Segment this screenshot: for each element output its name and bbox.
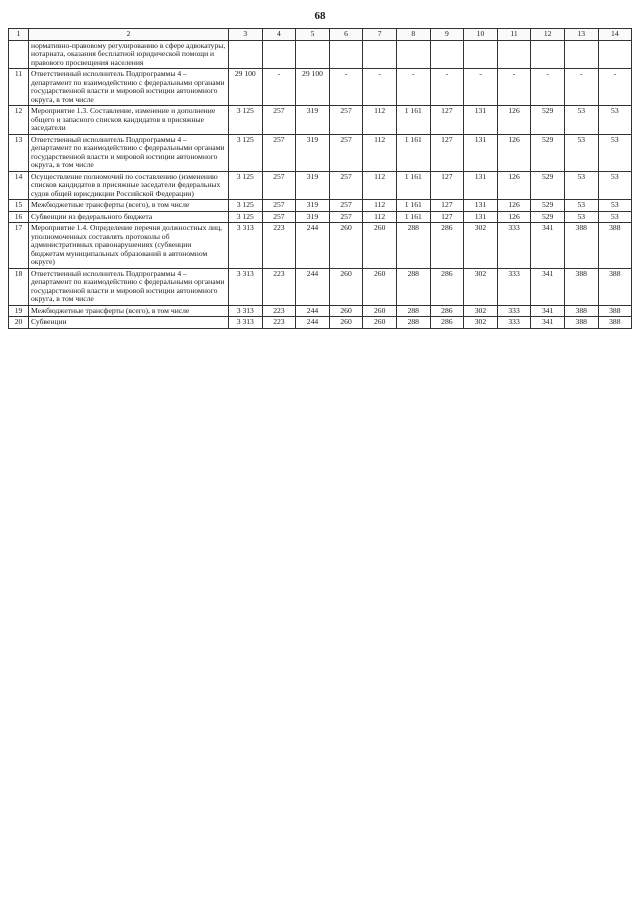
row-name: Ответственный исполнитель Подпрограммы 4 – департамент по взаимодействию с федеральными органами государственной власти и мировой юстиции автономного округа, в том числе	[29, 268, 229, 305]
row-value-col-11: 126	[497, 106, 531, 135]
row-value-col-9: 127	[430, 200, 464, 212]
row-value-col-7: 112	[363, 171, 397, 200]
column-header-6: 6	[329, 29, 363, 41]
row-value-col-13: 53	[564, 171, 598, 200]
row-value-col-14: 53	[598, 200, 632, 212]
row-value-col-13: 53	[564, 134, 598, 171]
row-name: Мероприятие 1.4. Определение перечня должностных лиц, уполномоченных составлять протоколы об административных правонарушениях (субвенции бюджетам муниципальных образований в автономном округе)	[29, 223, 229, 269]
row-value-col-10: 131	[464, 200, 498, 212]
row-value-col-11: 126	[497, 211, 531, 223]
table-body	[9, 40, 632, 328]
row-value-col-14: -	[598, 69, 632, 106]
row-value-col-5: 319	[296, 134, 330, 171]
column-header-9: 9	[430, 29, 464, 41]
column-header-1: 1	[9, 29, 29, 41]
row-value-col-3: 3 313	[229, 223, 263, 269]
column-header-11: 11	[497, 29, 531, 41]
row-number: 18	[9, 268, 29, 305]
row-value-col-7: 112	[363, 106, 397, 135]
column-header-2: 2	[29, 29, 229, 41]
column-header-3: 3	[229, 29, 263, 41]
table-row	[9, 134, 632, 171]
row-value-col-3: 3 125	[229, 171, 263, 200]
row-value-col-5: 319	[296, 171, 330, 200]
row-value-col-10	[464, 40, 498, 69]
row-value-col-12: 529	[531, 106, 565, 135]
row-value-col-11: 126	[497, 200, 531, 212]
table-header	[9, 29, 632, 41]
row-value-col-3: 3 125	[229, 211, 263, 223]
row-value-col-7: 260	[363, 223, 397, 269]
table-row	[9, 40, 632, 69]
row-value-col-7: 112	[363, 200, 397, 212]
row-name: Межбюджетные трансферты (всего), в том числе	[29, 305, 229, 317]
row-number: 19	[9, 305, 29, 317]
row-value-col-6: 260	[329, 305, 363, 317]
row-value-col-12: 341	[531, 223, 565, 269]
row-value-col-6	[329, 40, 363, 69]
row-value-col-5: 319	[296, 200, 330, 212]
row-value-col-7: -	[363, 69, 397, 106]
row-value-col-9: 127	[430, 134, 464, 171]
row-value-col-11: 126	[497, 134, 531, 171]
row-value-col-14: 388	[598, 268, 632, 305]
row-number: 14	[9, 171, 29, 200]
table-row	[9, 305, 632, 317]
table-row	[9, 171, 632, 200]
row-value-col-6: 260	[329, 268, 363, 305]
row-value-col-6: 257	[329, 106, 363, 135]
row-value-col-5: 319	[296, 106, 330, 135]
row-value-col-8: 288	[396, 268, 430, 305]
row-name: нормативно-правовому регулированию в сфере адвокатуры, нотариата, оказания бесплатной юридической помощи и правового просвещения населения	[29, 40, 229, 69]
row-value-col-5: 244	[296, 317, 330, 329]
row-value-col-8: 1 161	[396, 134, 430, 171]
row-value-col-6: 257	[329, 134, 363, 171]
row-value-col-11: 333	[497, 317, 531, 329]
row-value-col-9: 286	[430, 305, 464, 317]
row-number: 11	[9, 69, 29, 106]
row-value-col-3: 3 125	[229, 106, 263, 135]
row-number: 20	[9, 317, 29, 329]
row-name: Осуществление полномочий по составлению (изменению списков кандидатов в присяжные заседатели федеральных судов общей юрисдикции Российской Федерации)	[29, 171, 229, 200]
row-value-col-3: 3 313	[229, 268, 263, 305]
column-header-14: 14	[598, 29, 632, 41]
row-value-col-9: 127	[430, 171, 464, 200]
row-value-col-7: 112	[363, 211, 397, 223]
row-value-col-3: 3 125	[229, 200, 263, 212]
row-value-col-3: 3 313	[229, 305, 263, 317]
row-value-col-13: 53	[564, 200, 598, 212]
row-value-col-5	[296, 40, 330, 69]
row-value-col-13: 388	[564, 268, 598, 305]
row-value-col-14: 53	[598, 106, 632, 135]
row-value-col-8: 1 161	[396, 106, 430, 135]
row-value-col-4: -	[262, 69, 296, 106]
row-name: Ответственный исполнитель Подпрограммы 4 – департамент по взаимодействию с федеральными органами государственной власти и мировой юстиции автономного округа, в том числе	[29, 69, 229, 106]
row-name: Ответственный исполнитель Подпрограммы 4 – департамент по взаимодействию с федеральными органами государственной власти и мировой юстиции автономного округа, в том числе	[29, 134, 229, 171]
row-value-col-7: 260	[363, 317, 397, 329]
row-value-col-13: 388	[564, 223, 598, 269]
row-value-col-4: 223	[262, 223, 296, 269]
row-value-col-5: 244	[296, 305, 330, 317]
row-value-col-14: 388	[598, 305, 632, 317]
row-value-col-8: 1 161	[396, 200, 430, 212]
row-value-col-13: 53	[564, 106, 598, 135]
row-value-col-4: 257	[262, 106, 296, 135]
header-row	[9, 29, 632, 41]
column-header-7: 7	[363, 29, 397, 41]
row-value-col-10: 131	[464, 106, 498, 135]
row-number	[9, 40, 29, 69]
row-name: Субвенции из федерального бюджета	[29, 211, 229, 223]
row-value-col-11: 333	[497, 223, 531, 269]
row-value-col-14: 53	[598, 171, 632, 200]
column-header-8: 8	[396, 29, 430, 41]
row-name: Межбюджетные трансферты (всего), в том числе	[29, 200, 229, 212]
row-value-col-14: 388	[598, 317, 632, 329]
row-name: Субвенции	[29, 317, 229, 329]
row-number: 17	[9, 223, 29, 269]
row-value-col-13: -	[564, 69, 598, 106]
row-value-col-4: 257	[262, 211, 296, 223]
row-value-col-14: 53	[598, 211, 632, 223]
row-number: 16	[9, 211, 29, 223]
row-value-col-9: 286	[430, 223, 464, 269]
column-header-10: 10	[464, 29, 498, 41]
row-value-col-10: -	[464, 69, 498, 106]
row-value-col-6: 257	[329, 211, 363, 223]
page-number: 68	[314, 10, 326, 22]
row-name: Мероприятие 1.3. Составление, изменение и дополнение общего и запасного списков кандидатов в присяжные заседатели	[29, 106, 229, 135]
row-value-col-11: -	[497, 69, 531, 106]
row-value-col-13: 388	[564, 317, 598, 329]
row-value-col-12: 341	[531, 305, 565, 317]
row-value-col-10: 302	[464, 268, 498, 305]
row-value-col-8: 1 161	[396, 171, 430, 200]
row-value-col-7: 260	[363, 305, 397, 317]
row-value-col-6: 260	[329, 317, 363, 329]
row-value-col-12: 341	[531, 268, 565, 305]
row-value-col-10: 131	[464, 171, 498, 200]
table-row	[9, 317, 632, 329]
row-value-col-12	[531, 40, 565, 69]
column-header-12: 12	[531, 29, 565, 41]
row-value-col-3: 3 125	[229, 134, 263, 171]
row-value-col-12: -	[531, 69, 565, 106]
row-value-col-6: -	[329, 69, 363, 106]
row-value-col-8: 288	[396, 305, 430, 317]
row-value-col-4: 257	[262, 200, 296, 212]
row-value-col-7: 260	[363, 268, 397, 305]
row-value-col-14: 53	[598, 134, 632, 171]
row-value-col-7: 112	[363, 134, 397, 171]
row-number: 15	[9, 200, 29, 212]
row-value-col-13: 388	[564, 305, 598, 317]
column-header-13: 13	[564, 29, 598, 41]
row-value-col-5: 244	[296, 268, 330, 305]
row-value-col-10: 302	[464, 223, 498, 269]
row-number: 13	[9, 134, 29, 171]
row-value-col-11	[497, 40, 531, 69]
row-value-col-4: 257	[262, 171, 296, 200]
row-value-col-11: 333	[497, 268, 531, 305]
row-value-col-12: 529	[531, 171, 565, 200]
row-value-col-3: 29 100	[229, 69, 263, 106]
row-value-col-9: 127	[430, 106, 464, 135]
row-value-col-12: 529	[531, 211, 565, 223]
row-number: 12	[9, 106, 29, 135]
table-row	[9, 223, 632, 269]
row-value-col-4: 223	[262, 268, 296, 305]
row-value-col-8: 288	[396, 223, 430, 269]
row-value-col-11: 126	[497, 171, 531, 200]
row-value-col-12: 529	[531, 200, 565, 212]
row-value-col-10: 302	[464, 317, 498, 329]
row-value-col-9: -	[430, 69, 464, 106]
row-value-col-14: 388	[598, 223, 632, 269]
row-value-col-4: 257	[262, 134, 296, 171]
table-row	[9, 211, 632, 223]
row-value-col-6: 257	[329, 171, 363, 200]
row-value-col-13: 53	[564, 211, 598, 223]
row-value-col-4: 223	[262, 305, 296, 317]
row-value-col-7	[363, 40, 397, 69]
row-value-col-3	[229, 40, 263, 69]
table-row	[9, 268, 632, 305]
column-header-4: 4	[262, 29, 296, 41]
row-value-col-5: 244	[296, 223, 330, 269]
row-value-col-14	[598, 40, 632, 69]
row-value-col-8: 1 161	[396, 211, 430, 223]
row-value-col-4	[262, 40, 296, 69]
row-value-col-8	[396, 40, 430, 69]
row-value-col-10: 131	[464, 134, 498, 171]
table-row	[9, 69, 632, 106]
row-value-col-12: 341	[531, 317, 565, 329]
budget-table	[8, 28, 632, 329]
row-value-col-6: 257	[329, 200, 363, 212]
row-value-col-4: 223	[262, 317, 296, 329]
row-value-col-5: 29 100	[296, 69, 330, 106]
row-value-col-11: 333	[497, 305, 531, 317]
row-value-col-10: 302	[464, 305, 498, 317]
row-value-col-9	[430, 40, 464, 69]
row-value-col-6: 260	[329, 223, 363, 269]
column-header-5: 5	[296, 29, 330, 41]
row-value-col-8: 288	[396, 317, 430, 329]
row-value-col-8: -	[396, 69, 430, 106]
table-row	[9, 106, 632, 135]
row-value-col-3: 3 313	[229, 317, 263, 329]
row-value-col-9: 127	[430, 211, 464, 223]
row-value-col-5: 319	[296, 211, 330, 223]
row-value-col-10: 131	[464, 211, 498, 223]
row-value-col-9: 286	[430, 317, 464, 329]
row-value-col-9: 286	[430, 268, 464, 305]
table-row	[9, 200, 632, 212]
row-value-col-13	[564, 40, 598, 69]
row-value-col-12: 529	[531, 134, 565, 171]
